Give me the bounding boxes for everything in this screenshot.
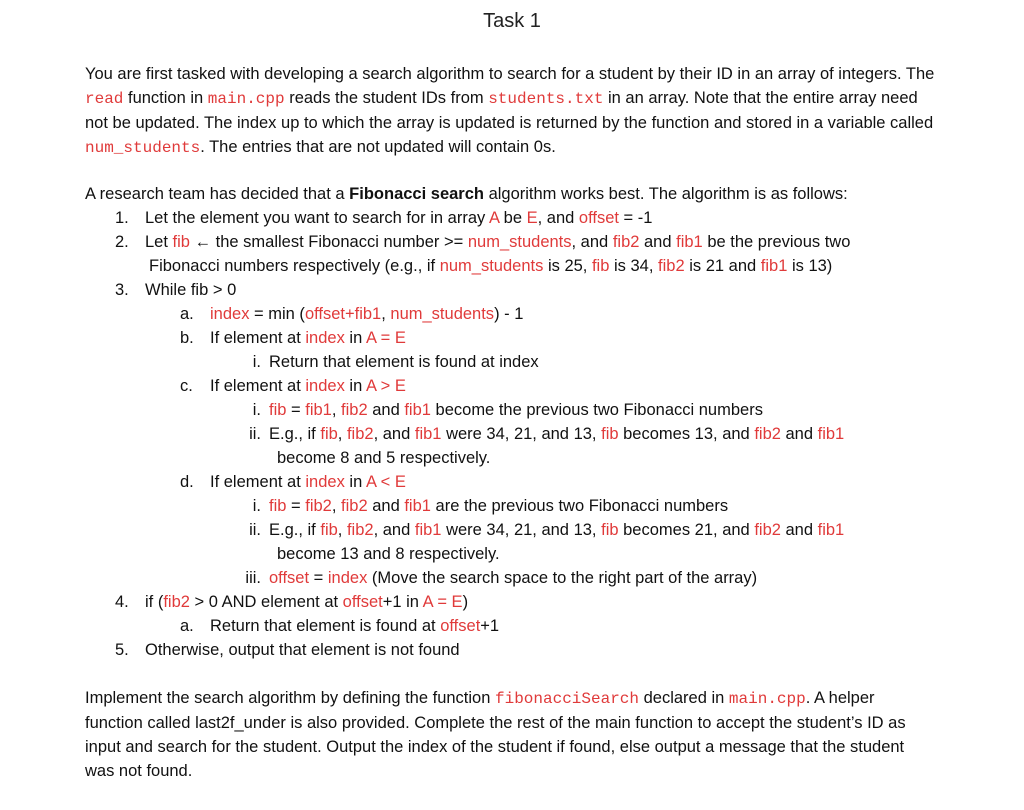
step-5: 5. Otherwise, output that element is not found [115,641,460,659]
step-3b: b. If element at index in A = E [180,329,406,347]
step-3d-i: i. fib = fib2, fib2 and fib1 are the previous two Fibonacci numbers [252,497,729,515]
step-3b-i: i. Return that element is found at index [252,353,539,371]
intro-paragraph: You are first tasked with developing a search algorithm to search for a student by their ID in an array of integers. The read function in main.cpp reads the student IDs from students.txt in an array. Note that the entire array need not be updated. The index up to which the array is updated is returned by the function and stored in a variable called num_students. The entries that are not updated will contain 0s. [85,65,935,157]
algorithm-intro: A research team has decided that a Fibonacci search algorithm works best. The algorithm is as follows: [85,185,848,203]
code-main-cpp-2: main.cpp [728,690,806,708]
step-3d-ii: ii. E.g., if fib, fib2, and fib1 were 34, 21, and 13, fib becomes 21, and fib2 and fib1 [249,521,845,539]
step-2-continued: Fibonacci numbers respectively (e.g., if num_students is 25, fib is 34, fib2 is 21 and fib1 is 13) [149,257,833,275]
code-main-cpp: main.cpp [207,90,285,108]
step-3: 3. While fib > 0 [115,281,237,299]
outro-paragraph: Implement the search algorithm by defining the function fibonacciSearch declared in main.cpp. A helper function called last2f_under is also provided. Complete the rest of the main function to accept the student’s ID as input and search for the student. Output the index of the student if found, else output a message that the student was not found. [85,689,906,780]
code-fibonacci-search: fibonacciSearch [494,690,640,708]
step-3a: a. index = min (offset+fib1, num_students) - 1 [180,305,524,323]
step-3c-ii-continued: become 8 and 5 respectively. [277,449,491,467]
step-1: 1. Let the element you want to search for in array A be E, and offset = -1 [115,209,653,227]
step-3d-ii-continued: become 13 and 8 respectively. [277,545,500,563]
step-4a: a. Return that element is found at offset+1 [180,617,500,635]
step-4: 4. if (fib2 > 0 AND element at offset+1 in A = E) [115,593,469,611]
step-3c-i: i. fib = fib1, fib2 and fib1 become the previous two Fibonacci numbers [252,401,763,419]
code-read: read [85,90,124,108]
step-2: 2. Let fib ← the smallest Fibonacci number >= num_students, and fib2 and fib1 be the previous two [115,233,851,251]
step-3c-ii: ii. E.g., if fib, fib2, and fib1 were 34, 21, and 13, fib becomes 13, and fib2 and fib1 [249,425,845,443]
step-3d: d. If element at index in A < E [180,473,406,491]
page-title: Task 1 [483,10,541,32]
step-3d-iii: iii. offset = index (Move the search space to the right part of the array) [245,569,758,587]
code-num-students: num_students [85,139,201,157]
step-3c: c. If element at index in A > E [180,377,406,395]
code-students-txt: students.txt [488,90,604,108]
